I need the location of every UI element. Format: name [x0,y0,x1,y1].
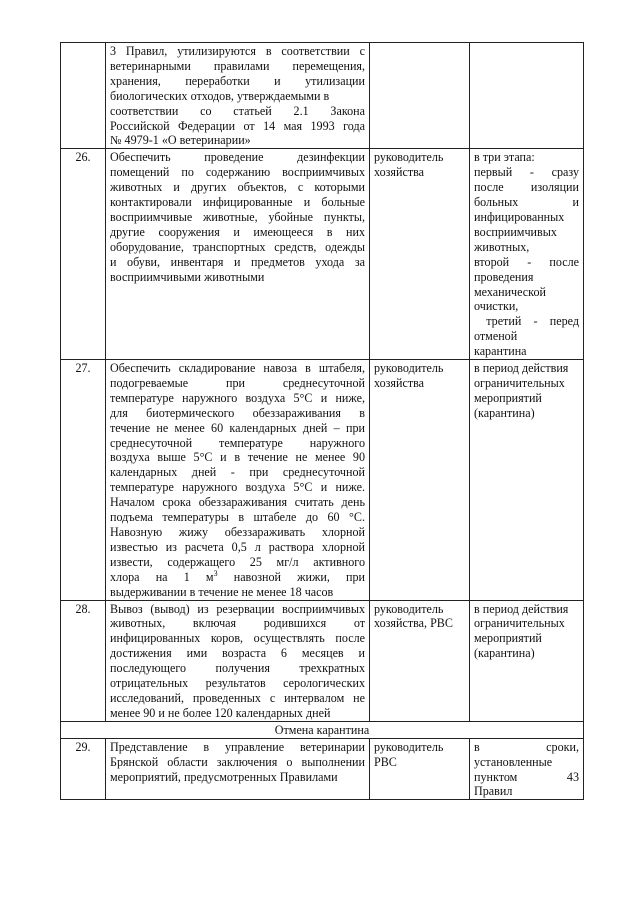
responsible-party [370,43,470,149]
measure-description: Обеспечить складирование навоза в штабеля, подогреваемые при среднесуточной температуре наружного воздуха 5°С и ниже, для биотермического обеззараживания в течение не менее 60 календарных дней – при среднесуточной температуре наружного воздуха выше 5°С и в течение не менее 90 календарных дней - при среднесуточной температуре наружного воздуха 5°С и ниже. Началом срока обеззараживания считать день подъема температуры в штабеле до 60 °С. Навозную жижу обеззараживать хлорной известью из расчета 0,5 л раствора хлорной извести, содержащего 25 мг/л активного хлора на 1 $м^3$ навозной жижи, при выдерживании в течение не менее 18 часов [106,360,370,601]
measures-table [60,42,584,800]
row-number [61,43,106,149]
row-number: 26. [61,149,106,360]
section-title: Отмена карантина [61,721,584,738]
measures-table-body [61,43,584,800]
deadline: в сроки, установленные пунктом 43 Правил [470,738,584,800]
responsible-party: руководитель хозяйства [370,149,470,360]
deadline [470,43,584,149]
table-row [61,149,584,360]
measure-description: Представление в управление ветеринарии Брянской области заключения о выполнении мероприятий, предусмотренных Правилами [106,738,370,800]
section-header-row [61,721,584,738]
table-row [61,600,584,721]
table-row [61,360,584,601]
measure-description: Вывоз (вывод) из резервации восприимчивых животных, включая родившихся от инфицированных коров, осуществлять после достижения ими возраста 6 месяцев и последующего получения трехкратных отрицательных результатов серологических исследований, проведенных с интервалом не менее 90 и не более 120 календарных дней [106,600,370,721]
row-number: 27. [61,360,106,601]
deadline: в период действия ограничительных мероприятий (карантина) [470,600,584,721]
row-number: 29. [61,738,106,800]
row-number: 28. [61,600,106,721]
measure-description: Обеспечить проведение дезинфекции помещений по содержанию восприимчивых животных и других объектов, с которыми контактировали инфицированные и больные восприимчивые животные, убойные пункты, другие сооружения и имеющееся в них оборудование, транспортных средств, одежды и обуви, инвентаря и предметов ухода за восприимчивыми животными [106,149,370,360]
measure-description: 3 Правил, утилизируются в соответствии с ветеринарными правилами перемещения, хранения, переработки и утилизации биологических отходов, утверждаемыми в соответствии со статьей 2.1 Закона Российской Федерации от 14 мая 1993 года № 4979-1 «О ветеринарии» [106,43,370,149]
responsible-party: руководитель РВС [370,738,470,800]
responsible-party: руководитель хозяйства [370,360,470,601]
table-row [61,43,584,149]
deadline: в период действия ограничительных мероприятий (карантина) [470,360,584,601]
responsible-party: руководитель хозяйства, РВС [370,600,470,721]
deadline: в три этапа: первый - сразу после изоляции больных и инфицированных восприимчивых животных, второй - после проведения механической очистки, третий - перед отменой карантина [470,149,584,360]
table-row [61,738,584,800]
